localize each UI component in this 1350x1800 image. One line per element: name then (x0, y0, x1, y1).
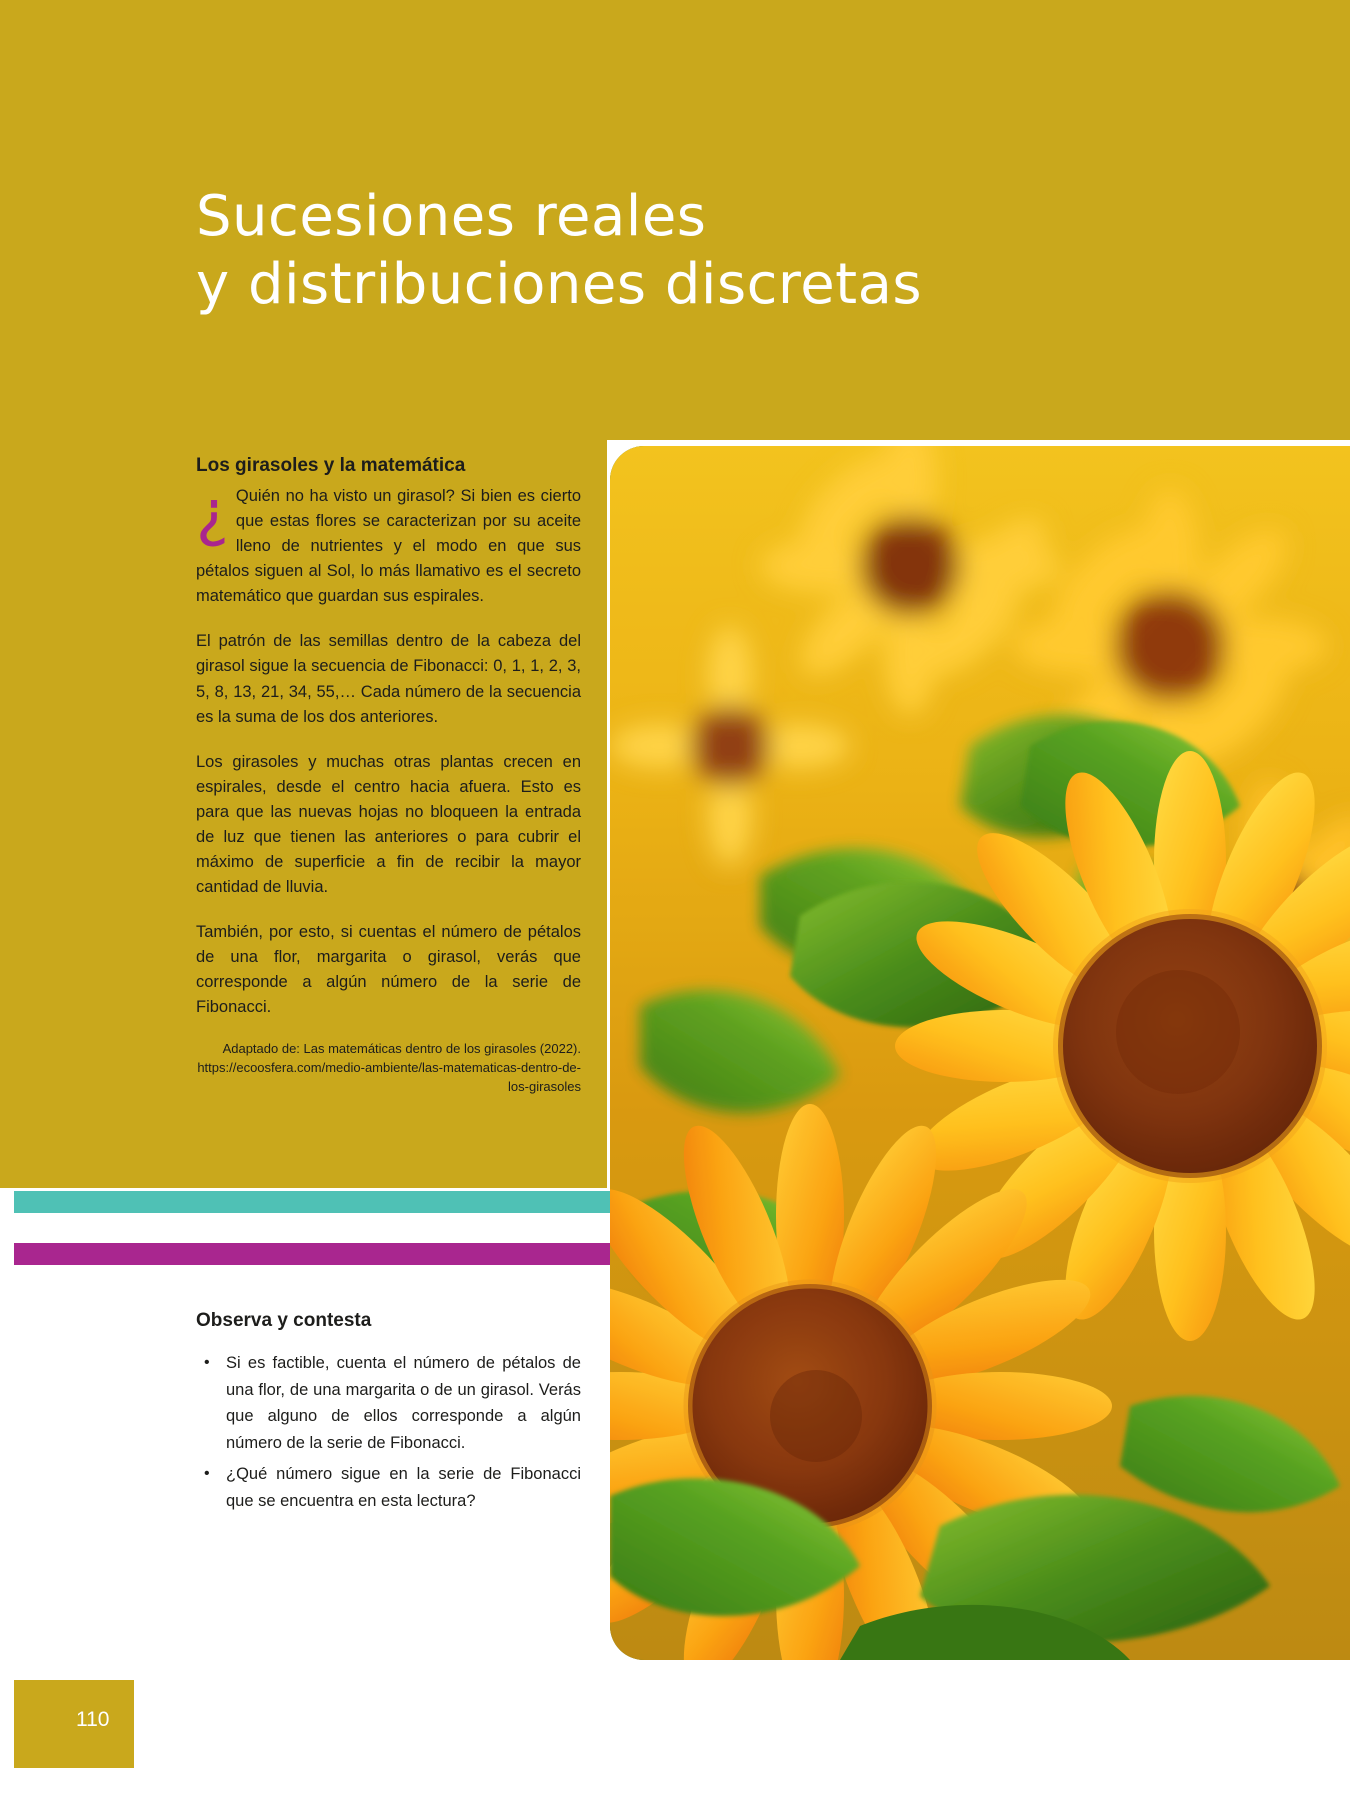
activity-section (196, 1310, 581, 1518)
article-paragraph-1 (196, 476, 581, 609)
article-paragraph-4: También, por esto, si cuentas el número de pétalos de una flor, margarita o girasol, verás que corresponde a algún número de la serie de Fibonacci. (196, 923, 581, 1017)
drop-cap: ¿ (196, 476, 229, 549)
article-source-note: Adaptado de: Las matemáticas dentro de los girasoles (2022). https://ecoosfera.com/medio-ambiente/las-matematicas-dentro-de-los-girasoles (197, 1041, 581, 1095)
article-paragraph-1-text: Quién no ha visto un girasol? Si bien es cierto que estas flores se caracterizan por su aceite lleno de nutrientes y el modo en que sus pétalos siguen al Sol, lo más llamativo es el secreto matemático que guardan sus espirales. (196, 487, 581, 606)
divider-magenta (14, 1243, 621, 1265)
article-paragraph-3: Los girasoles y muchas otras plantas crecen en espirales, desde el centro hacia afuera. Esto es para que las nuevas hojas no bloqueen la entrada de luz que tienen las anteriores o para cubrir el máximo de superficie a fin de recibir la mayor cantidad de lluvia. (196, 752, 581, 897)
divider-white (14, 1213, 621, 1243)
divider-teal (14, 1191, 621, 1213)
list-item: • Si es factible, cuenta el número de pétalos de una flor, de una margarita o de un girasol. Verás que alguno de ellos corresponde a algún número de la serie de Fibonacci. (196, 1350, 581, 1457)
activity-title: Observa y contesta (196, 1310, 372, 1331)
article-paragraph-2: El patrón de las semillas dentro de la cabeza del girasol sigue la secuencia de Fibonacci: 0, 1, 1, 2, 3, 5, 8, 13, 21, 34, 55,… Cada número de la secuencia es la suma de los dos anteriores. (196, 632, 581, 726)
sunflower-field-illustration (610, 446, 1350, 1660)
page-title-line-2: y distribuciones discretas (196, 252, 923, 318)
activity-list (196, 1350, 581, 1514)
page-number-block (14, 1680, 134, 1768)
sunflower-photo (610, 446, 1350, 1660)
page-title-line-1: Sucesiones reales (196, 184, 707, 249)
article-heading: Los girasoles y la matemática (196, 455, 466, 476)
page-number: 110 (76, 1708, 110, 1731)
page-title (196, 183, 1096, 320)
article-column (196, 455, 581, 1097)
list-item: • ¿Qué número sigue en la serie de Fibonacci que se encuentra en esta lectura? (196, 1461, 581, 1514)
